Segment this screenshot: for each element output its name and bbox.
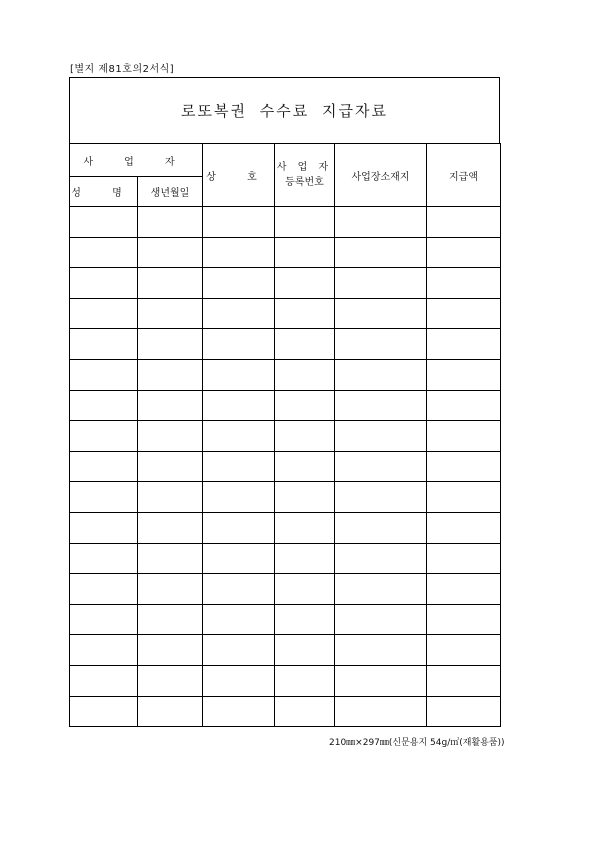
- payment-amount-cell[interactable]: [427, 574, 501, 605]
- form-title: 로또복권 수수료 지급자료: [181, 102, 388, 120]
- payment-amount-cell[interactable]: [427, 696, 501, 727]
- birthdate-cell[interactable]: [138, 237, 203, 268]
- name-cell[interactable]: [70, 512, 138, 543]
- business-location-cell[interactable]: [335, 451, 427, 482]
- trade-name-cell[interactable]: [203, 359, 275, 390]
- birthdate-cell[interactable]: [138, 604, 203, 635]
- trade-name-cell[interactable]: [203, 604, 275, 635]
- business-location-cell[interactable]: [335, 390, 427, 421]
- business-location-cell[interactable]: [335, 696, 427, 727]
- birthdate-cell[interactable]: [138, 574, 203, 605]
- table-row: [70, 451, 501, 482]
- trade-name-cell[interactable]: [203, 482, 275, 513]
- table-row: [70, 390, 501, 421]
- business-location-cell[interactable]: [335, 512, 427, 543]
- birthdate-cell[interactable]: [138, 359, 203, 390]
- name-cell[interactable]: [70, 451, 138, 482]
- table-row: [70, 604, 501, 635]
- name-cell[interactable]: [70, 359, 138, 390]
- name-cell[interactable]: [70, 298, 138, 329]
- trade-name-cell[interactable]: [203, 665, 275, 696]
- registration-number-cell[interactable]: [275, 390, 335, 421]
- table-row: [70, 665, 501, 696]
- table-row: [70, 207, 501, 238]
- registration-number-cell[interactable]: [275, 237, 335, 268]
- business-location-cell[interactable]: [335, 207, 427, 238]
- registration-number-cell[interactable]: [275, 604, 335, 635]
- registration-number-cell[interactable]: [275, 421, 335, 452]
- business-location-cell[interactable]: [335, 574, 427, 605]
- table-row: [70, 359, 501, 390]
- registration-number-cell[interactable]: [275, 543, 335, 574]
- payment-amount-cell[interactable]: [427, 635, 501, 666]
- payment-amount-cell[interactable]: [427, 665, 501, 696]
- payment-amount-cell[interactable]: [427, 298, 501, 329]
- business-location-cell[interactable]: [335, 421, 427, 452]
- name-cell[interactable]: [70, 482, 138, 513]
- trade-name-cell[interactable]: [203, 696, 275, 727]
- registration-number-cell[interactable]: [275, 451, 335, 482]
- trade-name-cell[interactable]: [203, 268, 275, 299]
- name-cell[interactable]: [70, 635, 138, 666]
- payment-amount-cell[interactable]: [427, 359, 501, 390]
- birthdate-cell[interactable]: [138, 482, 203, 513]
- header-reg-line2: 등록번호: [285, 177, 324, 188]
- business-location-cell[interactable]: [335, 237, 427, 268]
- trade-name-cell[interactable]: [203, 329, 275, 360]
- payment-amount-cell[interactable]: [427, 207, 501, 238]
- trade-name-cell[interactable]: [203, 390, 275, 421]
- header-business-location: 사업장소재지: [335, 144, 427, 207]
- table-row: [70, 237, 501, 268]
- header-birthdate: 생년월일: [138, 177, 203, 207]
- birthdate-cell[interactable]: [138, 421, 203, 452]
- birthdate-cell[interactable]: [138, 207, 203, 238]
- birthdate-cell[interactable]: [138, 543, 203, 574]
- business-location-cell[interactable]: [335, 268, 427, 299]
- name-cell[interactable]: [70, 543, 138, 574]
- name-cell[interactable]: [70, 329, 138, 360]
- paper-spec-note: 210㎜×297㎜(신문용지 54g/㎡(재활용품)): [329, 738, 505, 748]
- trade-name-cell[interactable]: [203, 512, 275, 543]
- table-row: [70, 421, 501, 452]
- birthdate-cell[interactable]: [138, 390, 203, 421]
- business-location-cell[interactable]: [335, 298, 427, 329]
- registration-number-cell[interactable]: [275, 207, 335, 238]
- header-operator: 사 업 자: [70, 144, 203, 177]
- birthdate-cell[interactable]: [138, 512, 203, 543]
- registration-number-cell[interactable]: [275, 696, 335, 727]
- business-location-cell[interactable]: [335, 543, 427, 574]
- header-reg-line1: 사 업 자: [276, 162, 333, 173]
- registration-number-cell[interactable]: [275, 665, 335, 696]
- birthdate-cell[interactable]: [138, 635, 203, 666]
- trade-name-cell[interactable]: [203, 574, 275, 605]
- registration-number-cell[interactable]: [275, 482, 335, 513]
- payment-table: [69, 143, 501, 727]
- registration-number-cell[interactable]: [275, 635, 335, 666]
- payment-amount-cell[interactable]: [427, 329, 501, 360]
- business-location-cell[interactable]: [335, 665, 427, 696]
- header-payment-amount: 지급액: [427, 144, 501, 207]
- name-cell[interactable]: [70, 665, 138, 696]
- table-row: [70, 574, 501, 605]
- table-row: [70, 268, 501, 299]
- table-row: [70, 329, 501, 360]
- table-row: [70, 512, 501, 543]
- table-row: [70, 696, 501, 727]
- form-number: [별지 제81호의2서식]: [70, 64, 175, 75]
- registration-number-cell[interactable]: [275, 268, 335, 299]
- payment-amount-cell[interactable]: [427, 421, 501, 452]
- payment-amount-cell[interactable]: [427, 390, 501, 421]
- registration-number-cell[interactable]: [275, 512, 335, 543]
- payment-amount-cell[interactable]: [427, 543, 501, 574]
- name-cell[interactable]: [70, 696, 138, 727]
- name-cell[interactable]: [70, 574, 138, 605]
- name-cell[interactable]: [70, 237, 138, 268]
- business-location-cell[interactable]: [335, 359, 427, 390]
- name-cell[interactable]: [70, 604, 138, 635]
- header-row-1: [70, 144, 501, 177]
- name-cell[interactable]: [70, 207, 138, 238]
- title-box: [69, 77, 500, 144]
- payment-amount-cell[interactable]: [427, 268, 501, 299]
- table-row: [70, 543, 501, 574]
- payment-amount-cell[interactable]: [427, 604, 501, 635]
- trade-name-cell[interactable]: [203, 298, 275, 329]
- trade-name-cell[interactable]: [203, 207, 275, 238]
- birthdate-cell[interactable]: [138, 665, 203, 696]
- business-location-cell[interactable]: [335, 329, 427, 360]
- payment-amount-cell[interactable]: [427, 237, 501, 268]
- header-registration-number: [275, 144, 335, 207]
- business-location-cell[interactable]: [335, 604, 427, 635]
- trade-name-cell[interactable]: [203, 543, 275, 574]
- birthdate-cell[interactable]: [138, 298, 203, 329]
- trade-name-cell[interactable]: [203, 635, 275, 666]
- table-row: [70, 482, 501, 513]
- birthdate-cell[interactable]: [138, 696, 203, 727]
- business-location-cell[interactable]: [335, 482, 427, 513]
- registration-number-cell[interactable]: [275, 298, 335, 329]
- table-row: [70, 635, 501, 666]
- name-cell[interactable]: [70, 390, 138, 421]
- birthdate-cell[interactable]: [138, 268, 203, 299]
- payment-amount-cell[interactable]: [427, 451, 501, 482]
- payment-amount-cell[interactable]: [427, 512, 501, 543]
- registration-number-cell[interactable]: [275, 329, 335, 360]
- business-location-cell[interactable]: [335, 635, 427, 666]
- payment-amount-cell[interactable]: [427, 482, 501, 513]
- table-row: [70, 298, 501, 329]
- registration-number-cell[interactable]: [275, 359, 335, 390]
- trade-name-cell[interactable]: [203, 421, 275, 452]
- birthdate-cell[interactable]: [138, 329, 203, 360]
- trade-name-cell[interactable]: [203, 451, 275, 482]
- name-cell[interactable]: [70, 421, 138, 452]
- header-trade-name: 상 호: [203, 144, 275, 207]
- registration-number-cell[interactable]: [275, 574, 335, 605]
- trade-name-cell[interactable]: [203, 237, 275, 268]
- birthdate-cell[interactable]: [138, 451, 203, 482]
- name-cell[interactable]: [70, 268, 138, 299]
- header-name: 성 명: [70, 177, 138, 207]
